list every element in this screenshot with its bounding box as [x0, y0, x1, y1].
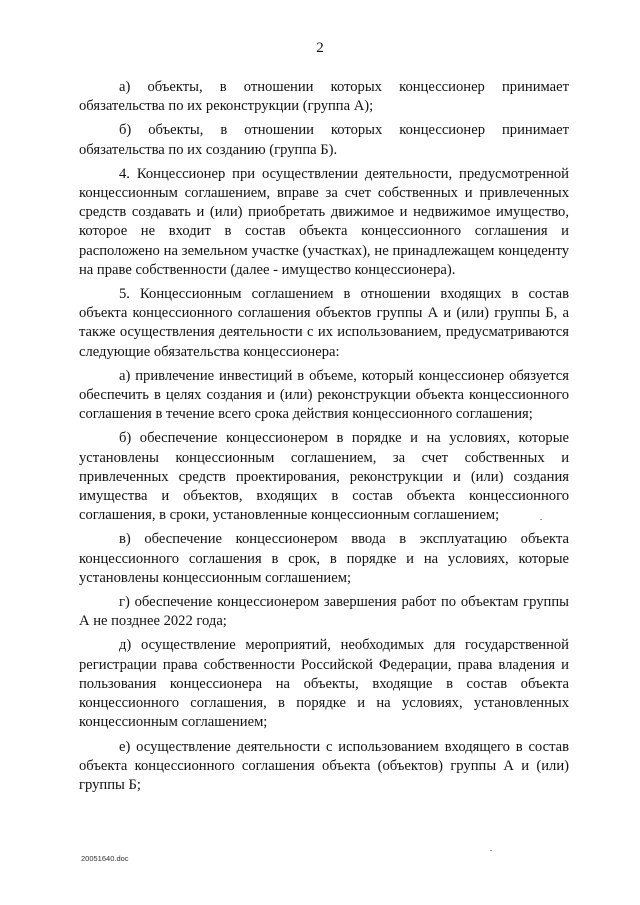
paragraph-5e: е) осуществление деятельности с использованием входящего в состав объекта концессионного соглашения объекта (объектов) группы А и (или) группы Б; — [79, 738, 569, 793]
scan-speck — [540, 519, 542, 520]
paragraph-5b: б) обеспечение концессионером в порядке и на условиях, которые установлены концессионным соглашением, за счет собственных и привлеченных средств проектирования, реконструкции и (или) создания имущества и объектов, входящих в состав объекта концессионного соглашения, в сроки, установленные концессионным соглашением; — [79, 430, 569, 524]
paragraph-5a: а) привлечение инвестиций в объеме, который концессионер обязуется обеспечить в целях создания и (или) реконструкции объекта концессионного соглашения в течение всего срока действия концессионного соглашения; — [79, 367, 569, 423]
page-number: 2 — [316, 40, 324, 56]
footer-file-name: 20051640.doc — [81, 854, 129, 863]
paragraph-3a: а) объекты, в отношении которых концессионер принимает обязательства по их реконструкции (группа А); — [79, 79, 569, 115]
paragraph-5v: в) обеспечение концессионером ввода в эксплуатацию объекта концессионного соглашения в срок, в порядке и на условиях, которые установлены концессионным соглашением; — [79, 531, 569, 586]
paragraph-3b: б) объекты, в отношении которых концессионер принимает обязательства по их созданию (группа Б). — [79, 122, 569, 158]
document-body — [79, 78, 569, 800]
paragraph-5g: г) обеспечение концессионером завершения работ по объектам группы А не позднее 2022 года; — [79, 594, 569, 630]
paragraph-5: 5. Концессионным соглашением в отношении входящих в состав объекта концессионного соглашения объектов группы А и (или) группы Б, а также осуществления деятельности с их использованием, предусматриваются следующие обязательства концессионера: — [79, 286, 569, 360]
scan-speck — [490, 850, 492, 851]
paragraph-5d: д) осуществление мероприятий, необходимых для государственной регистрации права собственности Российской Федерации, права владения и пользования концессионера на объекты, входящие в состав объекта концессионного соглашения, в порядке и на условиях, установленных концессионным соглашением; — [79, 637, 569, 731]
paragraph-4: 4. Концессионер при осуществлении деятельности, предусмотренной концессионным соглашением, вправе за счет собственных и привлеченных средств создавать и (или) приобретать движимое и недвижимое имущество, которое не входит в состав объекта концессионного соглашения и расположено на земельном участке (участках), не принадлежащем концеденту на праве собственности (далее - имущество концессионера). — [79, 165, 569, 278]
